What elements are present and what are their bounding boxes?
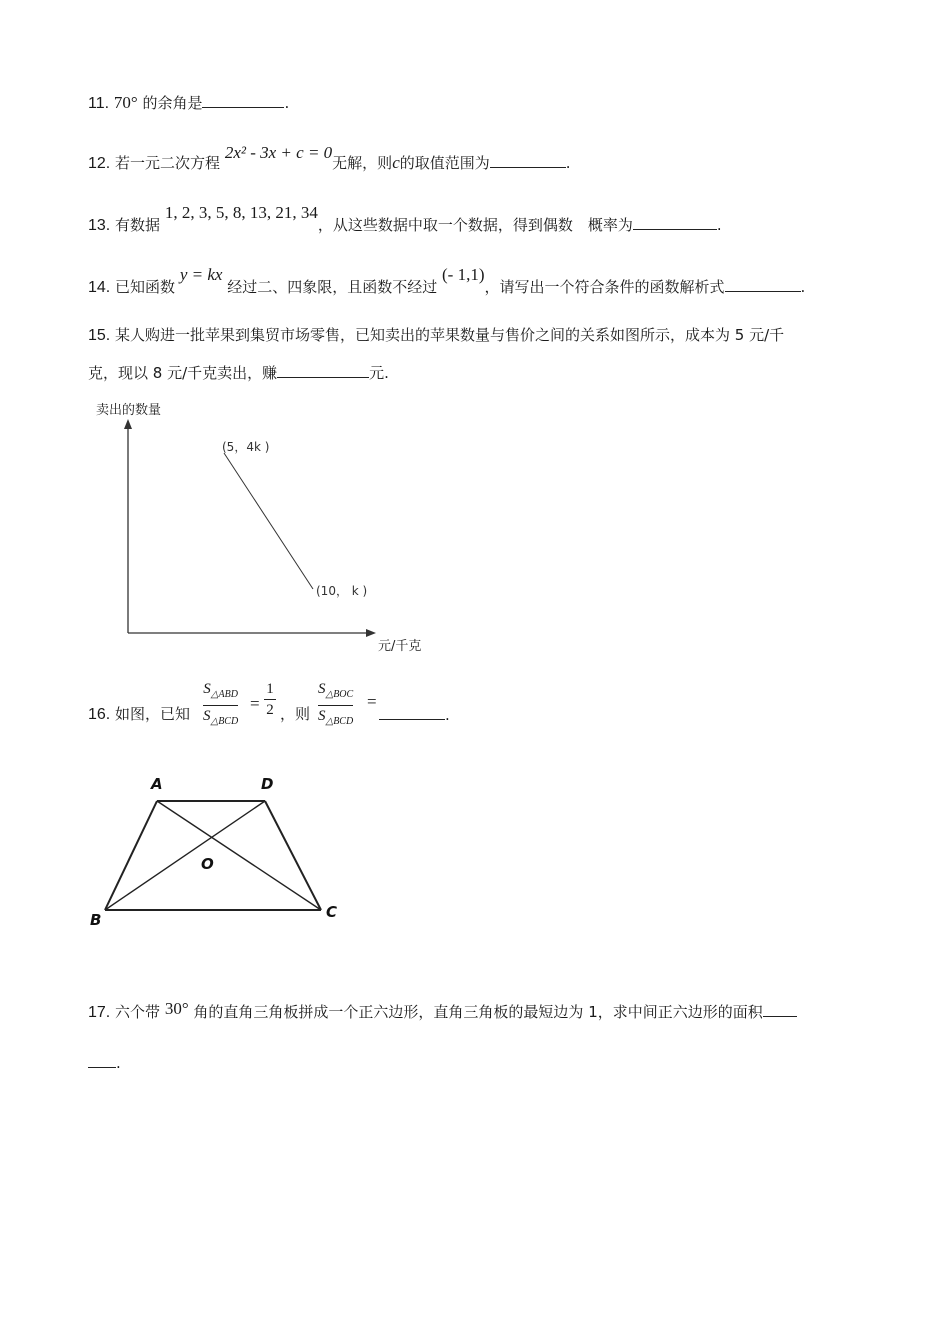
side-dc [265,801,321,910]
period: . [716,216,722,234]
question-13 [88,203,722,236]
answer-area [379,704,450,725]
question-16 [88,704,190,725]
area-symbol: S [318,708,326,724]
trapezoid-figure [85,770,355,935]
area-symbol: S [318,681,326,697]
period: . [565,154,571,172]
period: . [800,278,806,296]
question-text: ，则 [280,705,311,723]
point-o-label: O [201,855,214,873]
answer-blank[interactable] [633,214,717,230]
question-17-line2 [88,1052,121,1073]
x-axis-label: 元/千克 [378,639,422,654]
answer-blank[interactable] [725,276,801,292]
question-text: 角的直角三角板拼成一个正六边形，直角三角板的最短边为 1，求中间正六边形的面积 [193,1003,763,1021]
question-text: 如图，已知 [115,705,191,723]
answer-blank[interactable] [379,704,445,720]
price-quantity-graph [80,395,440,660]
question-12 [88,143,571,174]
denominator: 2 [266,702,274,718]
vertex-c-label: C [326,903,338,921]
period: . [116,1054,121,1072]
triangle-subscript: △BOC [325,689,354,700]
answer-blank[interactable] [763,1001,797,1017]
area-symbol: S [203,681,211,697]
question-text: 已知函数 [115,278,176,296]
fraction-bar [318,705,353,706]
period: . [445,706,450,724]
angle-value: 30° [164,999,189,1018]
question-17 [88,1001,797,1023]
triangle-subscript: △BCD [210,716,239,727]
point: (- 1,1) [442,265,485,284]
answer-blank-continued[interactable] [88,1052,116,1068]
vertex-d-label: D [261,775,274,793]
question-text: 若一元二次方程 [115,154,221,172]
sales-line [224,453,313,589]
data-list: 1, 2, 3, 5, 8, 13, 21, 34 [164,203,318,222]
vertex-b-label: B [90,911,102,929]
question-text: 元. [369,364,389,382]
angle-value: 70° [113,93,138,112]
question-text: 无解，则 [332,154,393,172]
triangle-subscript: △BCD [325,716,354,727]
triangle-subscript: △ABD [210,689,238,700]
question-11 [88,92,289,114]
equals-sign: = [367,692,377,711]
question-number: 15. [88,327,111,344]
variable: c [392,153,400,172]
x-axis-arrow [366,629,376,637]
point-label-end: (10， k ) [316,584,368,598]
fraction-bar [203,705,238,706]
area-symbol: S [203,708,211,724]
y-axis-label: 卖出的数量 [96,403,162,418]
fraction-area-ratio-2 [318,680,353,731]
diagonal-ac [157,801,321,910]
question-text: 克，现以 8 元/千克卖出，赚 [88,364,278,382]
answer-blank[interactable] [277,362,369,378]
side-ab [105,801,157,910]
question-text: 有数据 [115,216,161,234]
question-number: 14. [88,279,111,296]
question-number: 12. [88,155,111,172]
question-text: 某人购进一批苹果到集贸市场零售，已知卖出的苹果数量与售价之间的关系如图所示，成本为 5 元/千 [115,326,785,344]
question-number: 11. [88,95,110,112]
question-14 [88,265,806,298]
equation: 2x² - 3x + c = 0 [224,143,333,162]
question-text: 的取值范围为 [399,154,490,172]
fraction-area-ratio-1 [203,680,238,731]
question-text: ，请写出一个符合条件的函数解析式 [484,278,725,296]
point-label-start: (5，4k ) [222,440,270,454]
equals-sign: = [250,694,260,713]
vertex-a-label: A [151,775,163,793]
function-expression: y = kx [179,265,223,284]
question-number: 16. [88,706,111,723]
question-text: 的余角是 [142,94,203,112]
y-axis-arrow [124,419,132,429]
question-15-line2 [88,362,389,383]
question-number: 17. [88,1004,111,1021]
question-text: 六个带 [115,1003,161,1021]
answer-blank[interactable] [490,152,566,168]
question-15 [88,325,784,346]
numerator: 1 [266,681,274,697]
fraction-bar [264,699,276,700]
answer-blank[interactable] [202,92,284,108]
period: . [284,94,290,112]
question-text: 经过二、四象限，且函数不经过 [227,278,438,296]
diagonal-bd [105,801,265,910]
question-number: 13. [88,217,111,234]
question-text: ，从这些数据中取一个数据，得到偶数 概率为 [317,216,633,234]
fraction-one-half [264,680,276,719]
